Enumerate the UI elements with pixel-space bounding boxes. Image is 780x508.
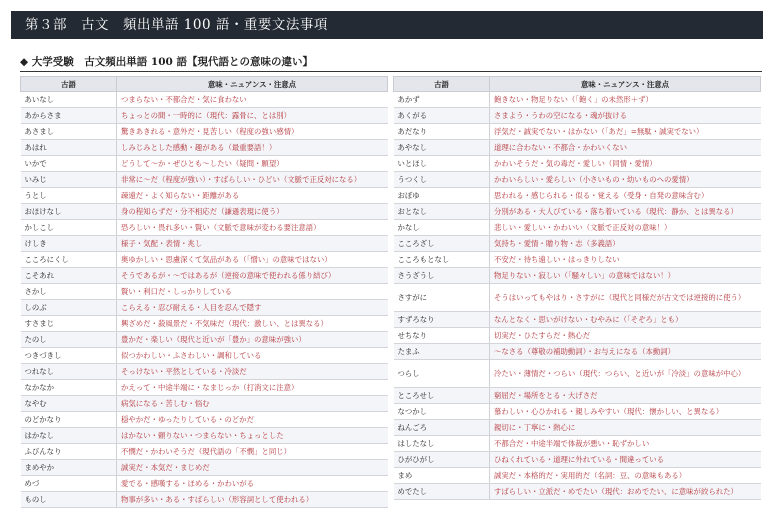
meaning-cell: 慕わしい・心ひかれる・親しみやすい（現代：懐かしい、と異なる）: [490, 404, 761, 420]
meaning-cell: 物足りない・寂しい（「騒々しい」の意味ではない！）: [490, 268, 761, 284]
table-header-row: [394, 77, 761, 92]
term-cell: あかず: [394, 92, 490, 108]
term-cell: こころにくし: [21, 252, 117, 268]
table-row: [394, 156, 761, 172]
term-cell: いとほし: [394, 156, 490, 172]
term-cell: なつかし: [394, 404, 490, 420]
meaning-cell: 誠実だ・本気だ・まじめだ: [117, 460, 388, 476]
term-cell: さかし: [21, 284, 117, 300]
table-row: [21, 380, 388, 396]
term-cell: しのぶ: [21, 300, 117, 316]
term-cell: うとし: [21, 188, 117, 204]
meaning-cell: 物事が多い・ある・すばらしい（形容詞として使われる）: [117, 492, 388, 508]
table-row: [394, 420, 761, 436]
meaning-cell: 病気になる・苦しむ・悩む: [117, 396, 388, 412]
meaning-cell: すばらしい・立派だ・めでたい（現代：おめでたい、に意味が絞られた）: [490, 484, 761, 500]
meaning-cell: 身の程知らずだ・分不相応だ（謙遜表現に使う）: [117, 204, 388, 220]
term-cell: めでたし: [394, 484, 490, 500]
meaning-cell: かわいそうだ・気の毒だ・愛しい（同情・愛情）: [490, 156, 761, 172]
meaning-cell: 不憫だ・かわいそうだ（現代語の「不憫」と同じ）: [117, 444, 388, 460]
table-row: [394, 108, 761, 124]
term-cell: いかで: [21, 156, 117, 172]
meaning-cell: そうはいってもやはり・さすがに（現代と同様だが古文では逆接的に使う）: [490, 284, 761, 312]
meaning-cell: どうして〜か・ぜひとも〜したい（疑問・願望）: [117, 156, 388, 172]
meaning-cell: 不安だ・待ち遠しい・はっきりしない: [490, 252, 761, 268]
table-row: [394, 360, 761, 388]
table-row: [394, 436, 761, 452]
meaning-cell: 誠実だ・本格的だ・実用的だ（名詞：豆、の意味もある）: [490, 468, 761, 484]
table-row: [394, 252, 761, 268]
table-row: [394, 312, 761, 328]
term-cell: あくがる: [394, 108, 490, 124]
term-cell: なやむ: [21, 396, 117, 412]
meaning-cell: 驚きあきれる・意外だ・見苦しい（程度の強い感情）: [117, 124, 388, 140]
meaning-cell: 思われる・感じられる・似る・覚える（受身・自発の意味含む）: [490, 188, 761, 204]
term-cell: あいなし: [21, 92, 117, 108]
term-cell: はしたなし: [394, 436, 490, 452]
term-cell: うつくし: [394, 172, 490, 188]
term-cell: つれなし: [21, 364, 117, 380]
term-cell: なかなか: [21, 380, 117, 396]
meaning-cell: そうであるが・〜ではあるが（逆接の意味で使われる係り結び）: [117, 268, 388, 284]
meaning-cell: 気持ち・愛情・贈り物・志（多義語）: [490, 236, 761, 252]
term-cell: たまふ: [394, 344, 490, 360]
table-row: [21, 428, 388, 444]
table-row: [21, 316, 388, 332]
meaning-cell: 不都合だ・中途半端で体裁が悪い・恥ずかしい: [490, 436, 761, 452]
meaning-cell: なんとなく・思いがけない・むやみに（「そぞろ」とも）: [490, 312, 761, 328]
term-cell: あやなし: [394, 140, 490, 156]
term-cell: こころざし: [394, 236, 490, 252]
table-row: [394, 268, 761, 284]
table-row: [21, 236, 388, 252]
table-row: [21, 108, 388, 124]
term-cell: ところせし: [394, 388, 490, 404]
table-row: [21, 172, 388, 188]
table-row: [394, 284, 761, 312]
meaning-cell: 飽きない・物足りない（「飽く」の未然形＋ず）: [490, 92, 761, 108]
meaning-cell: 似つかわしい・ふさわしい・調和している: [117, 348, 388, 364]
table-row: [21, 364, 388, 380]
table-row: [394, 236, 761, 252]
term-cell: あはれ: [21, 140, 117, 156]
meaning-cell: 愛でる・感嘆する・ほめる・かわいがる: [117, 476, 388, 492]
term-cell: いみじ: [21, 172, 117, 188]
table-row: [21, 332, 388, 348]
term-cell: すずろなり: [394, 312, 490, 328]
table-row: [21, 188, 388, 204]
table-row: [21, 284, 388, 300]
table-row: [21, 412, 388, 428]
meaning-cell: 穏やかだ・ゆったりしている・のどかだ: [117, 412, 388, 428]
meaning-cell: つまらない・不都合だ・気に食わない: [117, 92, 388, 108]
table-row: [394, 204, 761, 220]
column-header-term: 古語: [21, 77, 117, 92]
term-cell: たのし: [21, 332, 117, 348]
table-row: [394, 140, 761, 156]
term-cell: あだなり: [394, 124, 490, 140]
table-row: [394, 452, 761, 468]
meaning-cell: ちょっとの間・一時的に（現代：露骨に、とは別）: [117, 108, 388, 124]
meaning-cell: 切実だ・ひたすらだ・熱心だ: [490, 328, 761, 344]
table-row: [21, 92, 388, 108]
term-cell: まめやか: [21, 460, 117, 476]
term-cell: こそあれ: [21, 268, 117, 284]
term-cell: つらし: [394, 360, 490, 388]
meaning-cell: 豊かだ・楽しい（現代と近いが「豊か」の意味が強い）: [117, 332, 388, 348]
table-row: [21, 348, 388, 364]
term-cell: ふびんなり: [21, 444, 117, 460]
meaning-cell: 親切に・丁寧に・熱心に: [490, 420, 761, 436]
term-cell: かしこし: [21, 220, 117, 236]
term-cell: あからさま: [21, 108, 117, 124]
table-row: [21, 476, 388, 492]
meaning-cell: 悲しい・愛しい・かわいい（文脈で正反対の意味！）: [490, 220, 761, 236]
meaning-cell: 賢い・利口だ・しっかりしている: [117, 284, 388, 300]
vocab-table-left: [20, 76, 388, 508]
meaning-cell: さまよう・うわの空になる・魂が抜ける: [490, 108, 761, 124]
column-header-meaning: 意味・ニュアンス・注意点: [490, 77, 761, 92]
meaning-cell: 冷たい・薄情だ・つらい（現代：つらい、と近いが「冷淡」の意味が中心）: [490, 360, 761, 388]
table-row: [394, 124, 761, 140]
term-cell: おぼゆ: [394, 188, 490, 204]
table-row: [394, 388, 761, 404]
meaning-cell: はかない・頼りない・つまらない・ちょっとした: [117, 428, 388, 444]
term-cell: せちなり: [394, 328, 490, 344]
term-cell: ねんごろ: [394, 420, 490, 436]
term-cell: けしき: [21, 236, 117, 252]
meaning-cell: そっけない・平然としている・冷淡だ: [117, 364, 388, 380]
table-row: [21, 252, 388, 268]
table-row: [394, 172, 761, 188]
section-divider: [20, 71, 762, 72]
meaning-cell: しみじみとした感動・趣がある（最重要語！）: [117, 140, 388, 156]
table-row: [394, 328, 761, 344]
term-cell: あさまし: [21, 124, 117, 140]
table-row: [21, 220, 388, 236]
column-header-term: 古語: [394, 77, 490, 92]
meaning-cell: 分別がある・大人びている・落ち着いている（現代：静か、とは異なる）: [490, 204, 761, 220]
meaning-cell: 道理に合わない・不都合・かわいくない: [490, 140, 761, 156]
meaning-cell: 非常に〜だ（程度が強い）・すばらしい・ひどい（文脈で正反対になる）: [117, 172, 388, 188]
term-cell: さすがに: [394, 284, 490, 312]
term-cell: おとなし: [394, 204, 490, 220]
table-row: [21, 300, 388, 316]
table-row: [21, 268, 388, 284]
term-cell: つきづきし: [21, 348, 117, 364]
meaning-cell: 浮気だ・誠実でない・はかない（「あだ」=無駄・誠実でない）: [490, 124, 761, 140]
section-title: ◆ 大学受験 古文頻出単語 100 語【現代語との意味の違い】: [20, 56, 313, 68]
table-row: [394, 404, 761, 420]
meaning-cell: ひねくれている・道理に外れている・間違っている: [490, 452, 761, 468]
meaning-cell: 奥ゆかしい・思慮深くて気品がある（「憎い」の意味ではない）: [117, 252, 388, 268]
term-cell: おほけなし: [21, 204, 117, 220]
meaning-cell: 窮屈だ・場所をとる・大げさだ: [490, 388, 761, 404]
meaning-cell: 様子・気配・表情・兆し: [117, 236, 388, 252]
meaning-cell: 興ざめだ・殺風景だ・不気味だ（現代：激しい、とは異なる）: [117, 316, 388, 332]
term-cell: こころもとなし: [394, 252, 490, 268]
meaning-cell: 恐ろしい・畏れ多い・賢い（文脈で意味が変わる要注意語）: [117, 220, 388, 236]
term-cell: さうざうし: [394, 268, 490, 284]
term-cell: ひがひがし: [394, 452, 490, 468]
table-row: [21, 460, 388, 476]
page-title: 第３部 古文 頻出単語 100 語・重要文法事項: [25, 17, 328, 33]
term-cell: はかなし: [21, 428, 117, 444]
meaning-cell: こらえる・忍び耐える・人目を忍んで隠す: [117, 300, 388, 316]
table-row: [394, 188, 761, 204]
table-row: [21, 156, 388, 172]
meaning-cell: 疎遠だ・よく知らない・距離がある: [117, 188, 388, 204]
vocab-table-right: [393, 76, 761, 500]
term-cell: めづ: [21, 476, 117, 492]
term-cell: まめ: [394, 468, 490, 484]
table-header-row: [21, 77, 388, 92]
term-cell: かなし: [394, 220, 490, 236]
meaning-cell: かわいらしい・愛らしい（小さいもの・幼いものへの愛情）: [490, 172, 761, 188]
term-cell: ものし: [21, 492, 117, 508]
meaning-cell: 〜なさる（尊敬の補助動詞）・お与えになる（本動詞）: [490, 344, 761, 360]
meaning-cell: かえって・中途半端に・なまじっか（打消文に注意）: [117, 380, 388, 396]
table-row: [21, 140, 388, 156]
table-row: [394, 344, 761, 360]
column-header-meaning: 意味・ニュアンス・注意点: [117, 77, 388, 92]
term-cell: すさまじ: [21, 316, 117, 332]
table-row: [21, 492, 388, 508]
table-row: [394, 92, 761, 108]
table-row: [21, 204, 388, 220]
term-cell: のどかなり: [21, 412, 117, 428]
table-row: [394, 220, 761, 236]
table-row: [21, 444, 388, 460]
page-header: [11, 11, 763, 39]
table-row: [21, 124, 388, 140]
table-row: [21, 396, 388, 412]
table-row: [394, 468, 761, 484]
